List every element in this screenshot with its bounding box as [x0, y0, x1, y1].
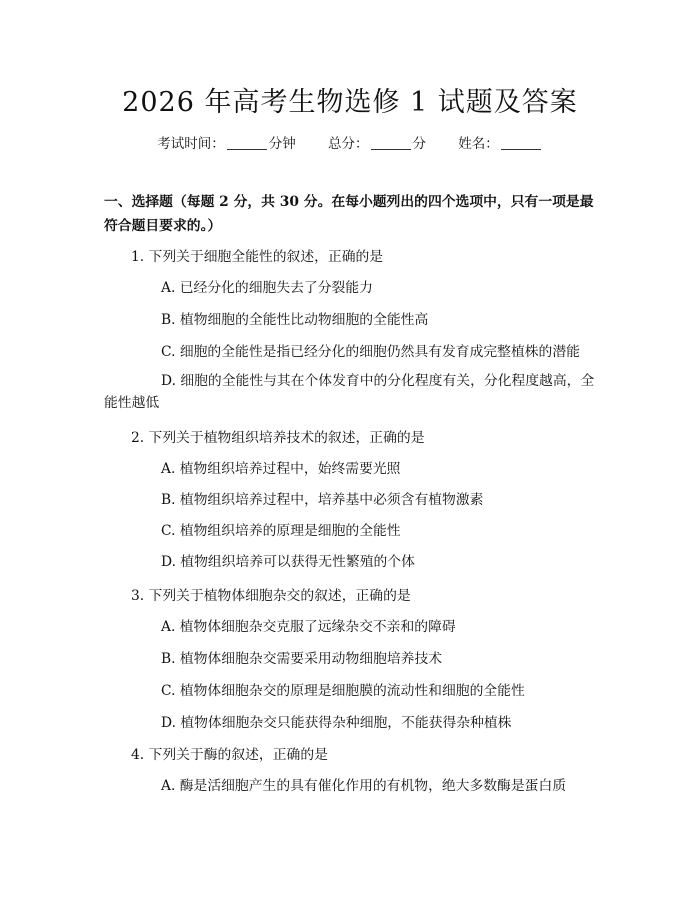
exam-meta	[0, 132, 700, 152]
score-blank	[371, 136, 411, 150]
question-option: C. 植物组织培养的原理是细胞的全能性	[161, 523, 401, 539]
time-unit: 分钟	[268, 136, 296, 152]
question-stem: 3. 下列关于植物体细胞杂交的叙述，正确的是	[131, 588, 411, 604]
name-label: 姓名：	[458, 136, 499, 152]
question-stem: 1. 下列关于细胞全能性的叙述，正确的是	[131, 249, 384, 265]
question-stem: 2. 下列关于植物组织培养技术的叙述，正确的是	[131, 430, 425, 446]
name-blank	[501, 136, 541, 150]
time-label: 考试时间：	[157, 136, 225, 152]
question-stem: 4. 下列关于酶的叙述，正确的是	[131, 747, 328, 763]
question-option: B. 植物细胞的全能性比动物细胞的全能性高	[161, 312, 429, 328]
question-option: B. 植物组织培养过程中，培养基中必须含有植物激素	[161, 492, 484, 508]
question-option: C. 细胞的全能性是指已经分化的细胞仍然具有发育成完整植株的潜能	[161, 344, 580, 360]
question-option: A. 植物组织培养过程中，始终需要光照	[161, 461, 401, 477]
question-option: A. 已经分化的细胞失去了分裂能力	[161, 280, 373, 296]
question-option: C. 植物体细胞杂交的原理是细胞膜的流动性和细胞的全能性	[161, 683, 525, 699]
score-label: 总分：	[328, 136, 369, 152]
question-option: A. 酶是活细胞产生的具有催化作用的有机物，绝大多数酶是蛋白质	[161, 778, 567, 794]
time-blank	[227, 136, 267, 150]
question-option: D. 细胞的全能性与其在个体发育中的分化程度有关，分化程度越高，全能性越低	[104, 373, 595, 411]
section-heading: 一、选择题（每题 2 分，共 30 分。在每小题列出的四个选项中，只有一项是最符合题目要求的。）	[104, 194, 594, 234]
question-option: A. 植物体细胞杂交克服了远缘杂交不亲和的障碍	[161, 619, 456, 635]
time-field	[157, 132, 296, 152]
question-option: B. 植物体细胞杂交需要采用动物细胞培养技术	[161, 651, 443, 667]
score-unit: 分	[412, 136, 426, 152]
question-option: D. 植物体细胞杂交只能获得杂种细胞，不能获得杂种植株	[161, 715, 512, 731]
page-title: 2026 年高考生物选修 1 试题及答案	[122, 87, 578, 118]
score-field	[328, 132, 426, 152]
question-option: D. 植物组织培养可以获得无性繁殖的个体	[161, 554, 415, 570]
name-field	[458, 132, 543, 152]
